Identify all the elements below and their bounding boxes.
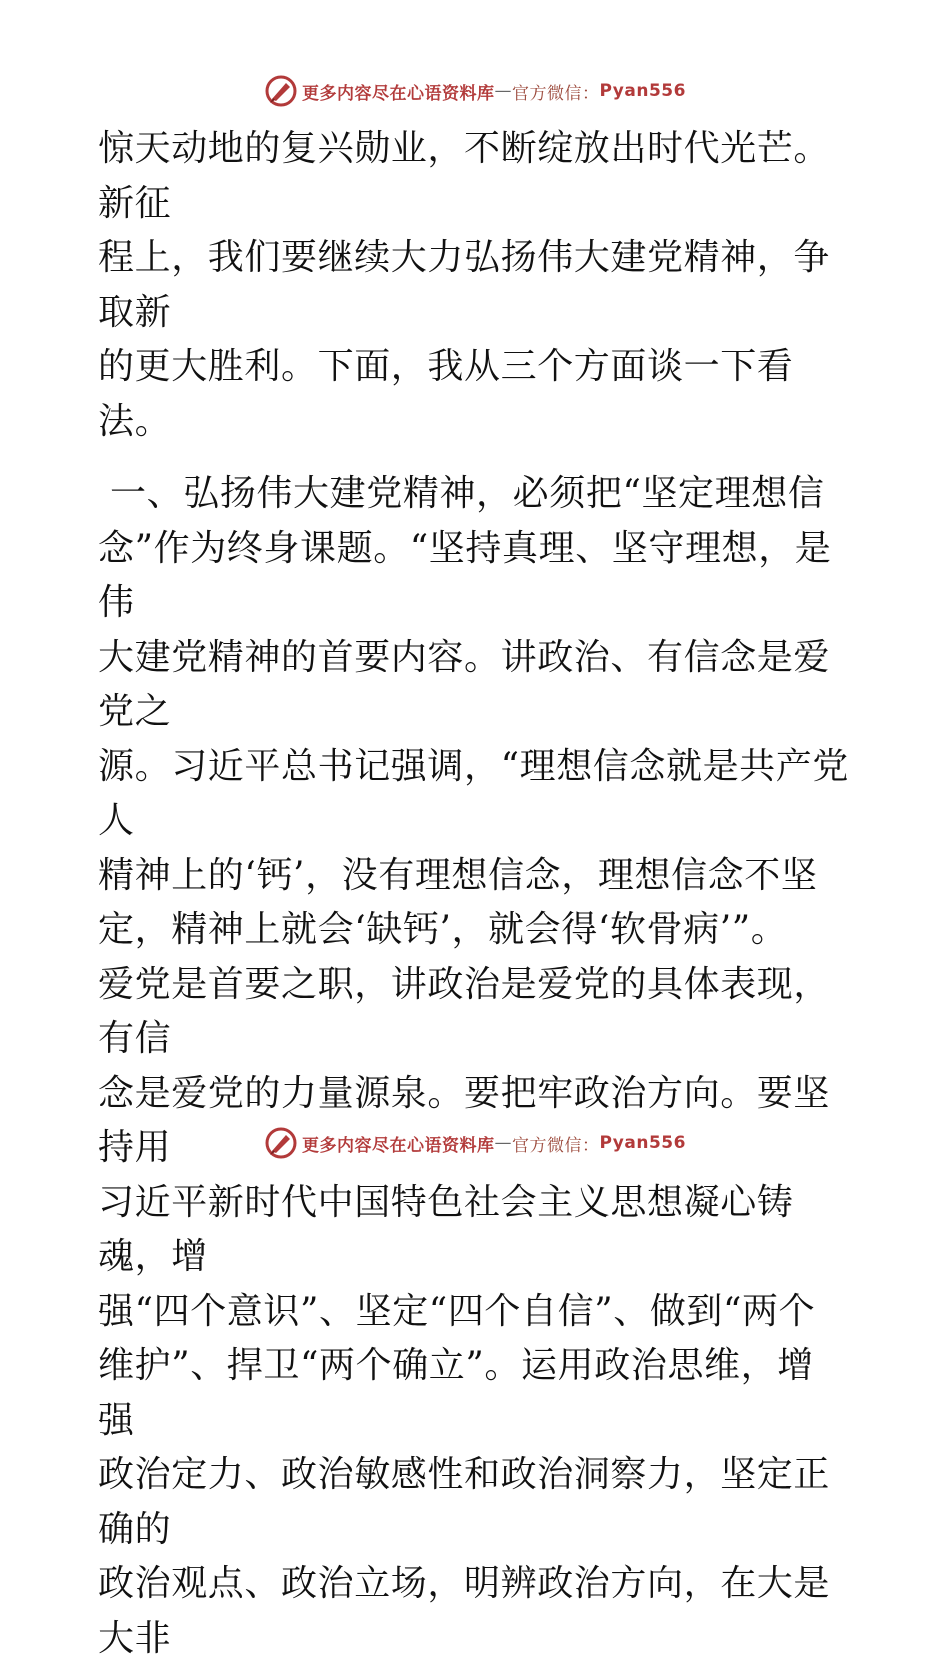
text-line: 习近平新时代中国特色社会主义思想凝心铸魂，增	[98, 1181, 794, 1277]
text-line: 源。习近平总书记强调，“理想信念就是共产党人	[98, 745, 850, 841]
text-line: 念”作为终身课题。“坚持真理、坚守理想，是伟	[98, 527, 832, 623]
pen-nib-circle-icon	[264, 74, 298, 108]
text-line: 爱党是首要之职，讲政治是爱党的具体表现，有信	[98, 963, 831, 1059]
banner-separator: —	[494, 1133, 513, 1153]
text-line: 政治观点、政治立场，明辨政治方向，在大是大非	[98, 1563, 831, 1659]
footer-banner	[0, 1126, 950, 1160]
header-banner	[0, 74, 950, 108]
text-line: 大建党精神的首要内容。讲政治、有信念是爱党之	[98, 636, 831, 732]
pen-nib-circle-icon	[264, 1126, 298, 1160]
text-line: 政治定力、政治敏感性和政治洞察力，坚定正确的	[98, 1454, 831, 1550]
text-line: 强“四个意识”、坚定“四个自信”、做到“两个	[98, 1290, 816, 1332]
paragraph-gap	[98, 449, 850, 467]
text-line: 念是爱党的力量源泉。要把牢政治方向。要坚持用	[98, 1072, 831, 1168]
text-line: 的更大胜利。下面，我从三个方面谈一下看法。	[98, 346, 794, 442]
banner-wechat-label: 官方微信：	[512, 1135, 600, 1156]
document-body	[98, 122, 850, 1666]
banner-separator: —	[494, 81, 513, 101]
banner-main-text: 更多内容尽在心语资料库	[302, 83, 495, 104]
banner-main-text: 更多内容尽在心语资料库	[302, 1135, 495, 1156]
banner-wechat-id: Pyan556	[599, 1133, 686, 1153]
text-line: 惊天动地的复兴勋业，不断绽放出时代光芒。新征	[98, 128, 831, 224]
text-line: 维护”、捍卫“两个确立”。运用政治思维，增强	[98, 1345, 814, 1441]
text-line: 程上，我们要继续大力弘扬伟大建党精神，争取新	[98, 237, 831, 333]
banner-wechat-label: 官方微信：	[512, 83, 600, 104]
text-line: 定，精神上就会‘缺钙’，就会得‘软骨病’”。	[98, 909, 788, 950]
section-heading-line: 一、弘扬伟大建党精神，必须把“坚定理想信	[98, 473, 825, 514]
banner-wechat-id: Pyan556	[599, 81, 686, 101]
text-line: 精神上的‘钙’，没有理想信念，理想信念不坚	[98, 854, 818, 896]
